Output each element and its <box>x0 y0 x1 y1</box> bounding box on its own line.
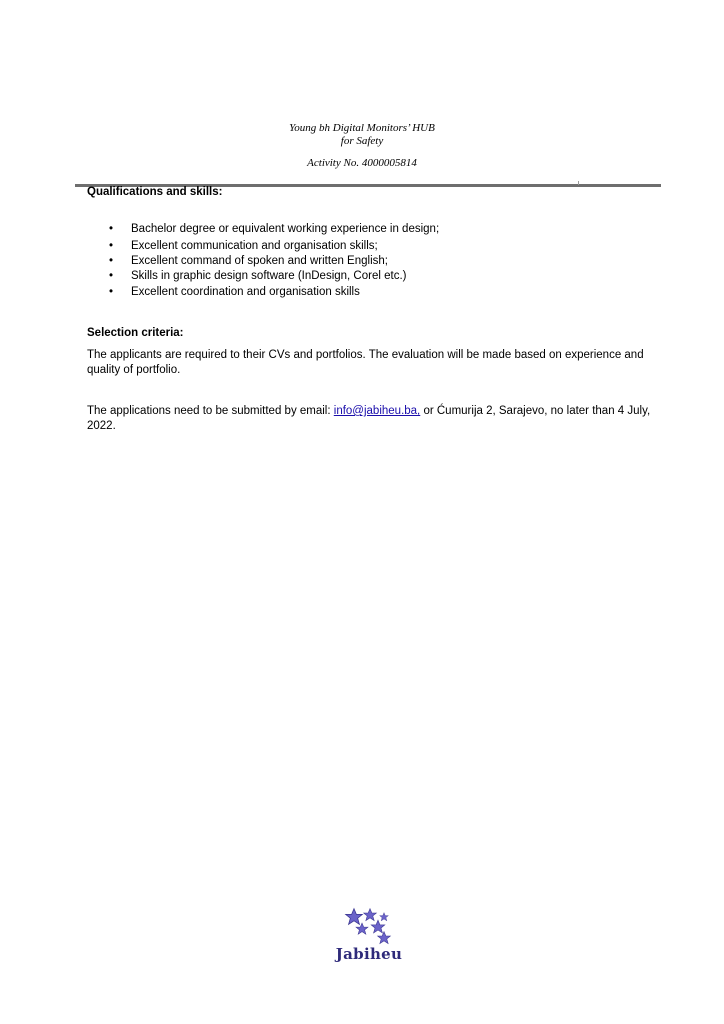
jabiheu-logo <box>334 905 404 967</box>
qualifications-heading: Qualifications and skills: <box>87 186 223 198</box>
bullet-icon: • <box>109 240 114 252</box>
header-title: Young bh Digital Monitors’ HUB <box>289 122 435 134</box>
logo-text: Jabiheu <box>335 945 403 963</box>
divider-tick <box>578 181 579 185</box>
application-paragraph <box>87 404 667 434</box>
bullet-icon: • <box>109 286 114 298</box>
selection-heading: Selection criteria: <box>87 327 184 339</box>
stars-icon <box>334 905 404 949</box>
list-item-text: Bachelor degree or equivalent working experience in design; <box>131 223 440 235</box>
email-link[interactable]: info@jabiheu.ba, <box>333 405 421 417</box>
bullet-icon: • <box>109 255 114 267</box>
list-item-text: Excellent command of spoken and written English; <box>131 255 388 267</box>
list-item-text: Excellent communication and organisation skills; <box>131 240 378 252</box>
header-subtitle: for Safety <box>340 135 384 147</box>
list-item-text: Excellent coordination and organisation skills <box>131 286 360 298</box>
activity-number: Activity No. 4000005814 <box>307 157 417 169</box>
bullet-icon: • <box>109 270 114 282</box>
list-item-text: Skills in graphic design software (InDesign, Corel etc.) <box>131 270 407 282</box>
bullet-icon: • <box>109 223 114 235</box>
application-text-before: The applications need to be submitted by email: <box>87 405 334 417</box>
application-text-after: or Ćumurija 2, Sarajevo, no later than 4 July, 2022. <box>87 405 651 432</box>
selection-text: The applicants are required to their CVs and portfolios. The evaluation will be made based on experience and quality of portfolio. <box>87 349 644 376</box>
